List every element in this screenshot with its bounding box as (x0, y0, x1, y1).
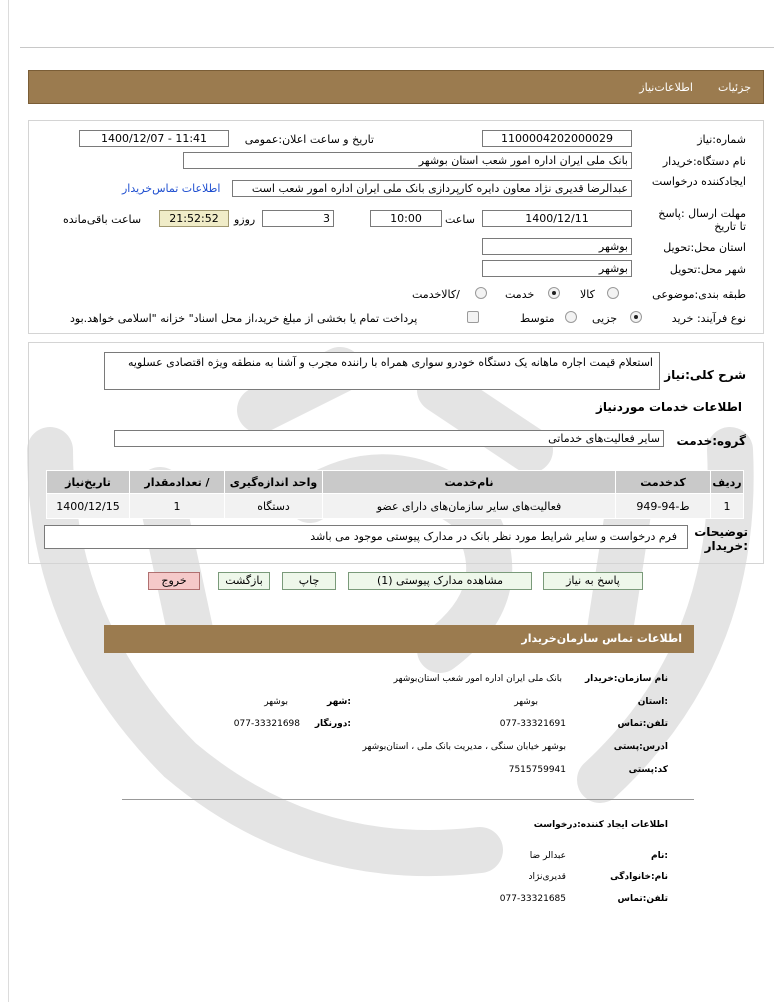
contact-province-label: :استان (637, 697, 668, 707)
contact-org-value: بانک ملی ایران اداره امور شعب استان‌بوشهر (393, 674, 562, 684)
deadline-time-field[interactable]: 10:00 (370, 210, 442, 227)
contact-phone-value: 077-33321691 (499, 719, 566, 729)
col-service-name: نام‌خدمت (323, 471, 616, 494)
category-service-label: خدمت (505, 288, 535, 301)
description-label: شرح کلی:نیاز (664, 368, 746, 382)
buyer-org-label: نام دستگاه:خریدار (662, 155, 746, 168)
cell-unit: دستگاه (225, 494, 323, 519)
treasury-payment-note: پرداخت تمام یا بخشی از مبلغ خرید،از محل اسناد" خزانه "اسلامی خواهد.بود (70, 312, 418, 325)
exit-button[interactable]: خروج (148, 572, 200, 590)
top-tab-bar (28, 70, 764, 104)
page-left-border (8, 0, 9, 1002)
buyer-notes-text: فرم درخواست و سایر شرایط مورد نظر بانک در مدارک پیوستی موجود می باشد (44, 525, 688, 549)
province-field[interactable]: بوشهر (482, 238, 632, 255)
category-goods-service-radio[interactable] (475, 287, 487, 299)
days-label: روزو (234, 213, 256, 226)
creator-family-label: نام:خانوادگی (610, 872, 668, 882)
creator-label: ایجادکننده درخواست (651, 175, 746, 188)
col-quantity: / تعدادمقدار (130, 471, 225, 494)
deadline-date-field[interactable]: 1400/12/11 (482, 210, 632, 227)
contact-fax-value: 077-33321698 (233, 719, 300, 729)
category-goods-radio[interactable] (607, 287, 619, 299)
need-number-label: شماره:نیاز (697, 133, 746, 146)
creator-info-title: اطلاعات ایجاد کننده:درخواست (533, 820, 668, 830)
print-button[interactable]: چاپ (282, 572, 336, 590)
col-need-date: تاریخ‌نیاز (47, 471, 130, 494)
creator-phone-value: 077-33321685 (499, 894, 566, 904)
service-group-field: سایر فعالیت‌های خدماتی (114, 430, 664, 447)
buyer-org-field[interactable]: بانک ملی ایران اداره امور شعب استان بوشهر (183, 152, 632, 169)
category-label: طبقه بندی:موضوعی (652, 288, 746, 301)
treasury-payment-checkbox[interactable] (467, 311, 479, 323)
contact-postal-label: کد:پستی (628, 765, 668, 775)
creator-field[interactable]: عبدالرضا قدیری نژاد معاون دایره کارپردازی بانک ملی ایران اداره امور شعب است (232, 180, 632, 197)
announce-label: تاریخ و ساعت اعلان:عمومی (244, 133, 374, 146)
service-group-label: گروه:خدمت (676, 434, 746, 448)
time-label: ساعت (445, 213, 475, 226)
creator-phone-label: تلفن:تماس (617, 894, 668, 904)
days-field[interactable]: 3 (262, 210, 334, 227)
process-medium-radio[interactable] (565, 311, 577, 323)
contact-header-bar (104, 625, 694, 653)
process-minor-radio[interactable] (630, 311, 642, 323)
contact-org-label: نام سازمان:خریدار (584, 674, 668, 684)
reply-button[interactable]: پاسخ به نیاز (543, 572, 643, 590)
contact-address-value: بوشهر خیابان سنگی ، مدیریت بانک ملی ، استان‌بوشهر (362, 742, 566, 752)
creator-family-value: قدیری‌نژاد (528, 872, 566, 882)
announce-datetime-field[interactable]: 1400/12/07 - 11:41 (79, 130, 229, 147)
process-minor-label: جزیی (592, 312, 618, 325)
contact-city-label: :شهر (327, 697, 351, 707)
col-service-code: کدخدمت (616, 471, 711, 494)
col-unit: واحد اندازه‌گیری (225, 471, 323, 494)
contact-city-value: بوشهر (264, 697, 288, 707)
buyer-notes-label: توضیحات :خریدار (694, 525, 748, 553)
remaining-time-label: ساعت باقی‌مانده (63, 213, 142, 226)
city-label: شهر محل:تحویل (669, 263, 746, 276)
attachments-button[interactable]: مشاهده مدارک پیوستی (1) (348, 572, 532, 590)
description-text: استعلام قیمت اجاره ماهانه یک دستگاه خودرو سواری همراه با راننده مجرب و آشنا به منطقه ویژه اقتصادی عسلویه (104, 352, 660, 390)
cell-quantity: 1 (130, 494, 225, 519)
table-row[interactable] (47, 494, 744, 519)
col-row: ردیف (711, 471, 744, 494)
province-label: استان محل:تحویل (663, 241, 746, 254)
contact-separator (122, 799, 694, 800)
category-service-radio[interactable] (548, 287, 560, 299)
category-goods-label: کالا (580, 288, 595, 301)
contact-title: اطلاعات تماس سازمان‌خریدار (521, 632, 682, 645)
need-number-field[interactable]: 1100004202000029 (482, 130, 632, 147)
cell-need-date: 1400/12/15 (47, 494, 130, 519)
services-title: اطلاعات خدمات موردنیاز (595, 400, 742, 414)
contact-phone-label: تلفن:تماس (617, 719, 668, 729)
creator-name-value: عبدالر ضا (529, 851, 566, 861)
buyer-contact-link[interactable]: اطلاعات تماس‌خریدار (122, 182, 221, 195)
table-header-row (47, 471, 744, 494)
back-button[interactable]: بازگشت (218, 572, 270, 590)
top-divider (20, 47, 774, 48)
process-label: نوع فرآیند: خرید (671, 312, 746, 325)
cell-service-name: فعالیت‌های سایر سازمان‌های دارای عضو (323, 494, 616, 519)
remaining-time-field: 21:52:52 (159, 210, 229, 227)
cell-row: 1 (711, 494, 744, 519)
deadline-label: مهلت ارسال :پاسخ تا تاریخ (658, 207, 746, 233)
category-goods-service-label: /کالاخدمت (412, 288, 460, 301)
tab-details[interactable]: جزئیات (718, 81, 751, 94)
process-medium-label: متوسط (520, 312, 555, 325)
creator-name-label: :نام (651, 851, 668, 861)
tab-need-info[interactable]: اطلاعات‌نیاز (639, 81, 693, 94)
contact-province-value: بوشهر (514, 697, 538, 707)
contact-fax-label: :دورنگار (314, 719, 351, 729)
contact-address-label: ادرس:پستی (613, 742, 668, 752)
contact-postal-value: 7515759941 (508, 765, 566, 775)
services-table (46, 470, 744, 519)
cell-service-code: ط-94-949 (616, 494, 711, 519)
city-field[interactable]: بوشهر (482, 260, 632, 277)
